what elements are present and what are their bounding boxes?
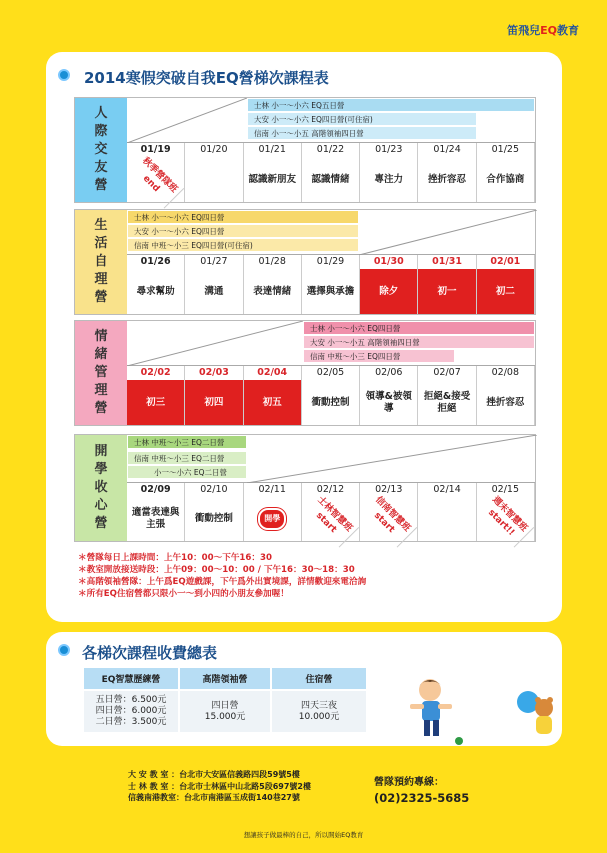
activity-cell: 認識情緒 <box>302 157 360 202</box>
date-cell: 02/12 <box>302 483 360 497</box>
fee-cell: 四日營 15.000元 <box>179 690 271 733</box>
camp-block-3 <box>74 320 536 426</box>
camp-block-2 <box>74 209 536 315</box>
date-cell: 01/19 <box>127 143 185 157</box>
date-cell: 01/26 <box>127 255 185 269</box>
schedule-title: 2014寒假突破自我EQ營梯次課程表 <box>84 69 329 87</box>
activity-cell: 領導&被領導 <box>360 380 418 425</box>
date-cell: 01/28 <box>244 255 302 269</box>
activity-cell: 挫折容忍 <box>477 380 535 425</box>
hotline <box>374 773 469 805</box>
activity-cell: 衝動控制 <box>185 497 243 541</box>
address-line: 大 安 教 室 ：台北市大安區信義路四段59號5樓 <box>128 770 300 779</box>
fee-header: EQ智慧歷練營 <box>83 667 179 690</box>
activity-cell <box>244 497 302 541</box>
note-line: ＊高階領袖營隊：上午爲EQ遊戲課，下午爲外出實境課，詳情歡迎來電洽詢 <box>78 577 367 587</box>
date-cell: 01/27 <box>185 255 243 269</box>
activity-row <box>127 269 535 314</box>
camp-name: 開 學 收 心 營 <box>75 435 127 541</box>
holiday-cell: 初五 <box>244 380 302 425</box>
camp-info-line: 大安 小一～小五 高階領袖四日營 <box>303 335 535 349</box>
fee-header: 高階領袖營 <box>179 667 271 690</box>
date-row <box>127 255 535 269</box>
date-cell: 02/10 <box>185 483 243 497</box>
camp-info-line: 士林 小一～小六 EQ五日營 <box>247 98 535 112</box>
activity-cell: 士林智慧班start <box>302 497 360 541</box>
holiday-cell: 初四 <box>185 380 243 425</box>
diagonal-line <box>359 210 537 255</box>
activity-cell: 秋季營隊班end <box>127 157 185 202</box>
fees-table <box>82 666 368 734</box>
date-row <box>127 483 535 497</box>
camp-info-line: 信南 中班～小三 EQ四日營 <box>303 349 455 363</box>
fees-panel <box>46 632 562 746</box>
fee-header: 住宿營 <box>271 667 367 690</box>
address-list <box>128 769 311 804</box>
camp-info-line: 大安 小一～小六 EQ四日營(可住宿) <box>247 112 477 126</box>
camp-info-line: 信南 小一～小五 高階領袖四日營 <box>247 126 477 140</box>
date-cell: 01/25 <box>477 143 535 157</box>
date-cell: 02/11 <box>244 483 302 497</box>
camp-info-line: 士林 小一～小六 EQ四日營 <box>127 210 359 224</box>
camp-info-line: 小一～小六 EQ二日營 <box>127 465 247 479</box>
camp-block-1 <box>74 97 536 203</box>
activity-cell <box>185 157 243 202</box>
date-cell: 02/01 <box>477 255 535 269</box>
camp-info-line: 士林 小一～小六 EQ四日營 <box>303 321 535 335</box>
activity-cell: 表達情緒 <box>244 269 302 314</box>
activity-row <box>127 494 535 541</box>
diagonal-line <box>127 98 247 143</box>
date-cell: 02/15 <box>477 483 535 497</box>
hotline-number: (02)2325-5685 <box>374 791 470 805</box>
camp-name: 生 活 自 理 營 <box>75 210 127 314</box>
date-cell: 02/09 <box>127 483 185 497</box>
activity-cell: 認識新朋友 <box>244 157 302 202</box>
brand-logo: 笛飛兒EQ教育 <box>507 24 579 37</box>
holiday-cell: 初一 <box>418 269 476 314</box>
camp-info-line: 信南 中班～小三 EQ四日營(可住宿) <box>127 238 359 252</box>
note-line: ＊營隊每日上課時間：上午10：00～下午16：30 <box>78 553 272 563</box>
date-cell: 02/05 <box>302 366 360 380</box>
date-cell: 01/30 <box>360 255 418 269</box>
date-cell: 02/14 <box>418 483 476 497</box>
fees-title: 各梯次課程收費總表 <box>82 644 218 662</box>
school-start-badge: 開學 <box>258 508 286 530</box>
activity-row <box>127 380 535 425</box>
activity-cell: 適當表達與主張 <box>127 497 185 541</box>
date-cell: 02/03 <box>185 366 243 380</box>
holiday-cell: 除夕 <box>360 269 418 314</box>
activity-row <box>127 157 535 202</box>
date-row <box>127 366 535 380</box>
fee-cell: 四天三夜 10.000元 <box>271 690 367 733</box>
date-cell: 02/08 <box>477 366 535 380</box>
date-cell: 02/06 <box>360 366 418 380</box>
note-line: ＊所有EQ住宿營都只限小一～到小四的小朋友參加喔！ <box>78 589 289 599</box>
fee-cell: 五日營：6.500元 四日營：6.000元 二日營：3.500元 <box>83 690 179 733</box>
schedule-panel <box>46 52 562 622</box>
camp-name: 人 際 交 友 營 <box>75 98 127 202</box>
note-line: ＊教室開放接送時段：上午09：00～10：00 / 下午16：30～18：30 <box>78 565 355 575</box>
date-cell: 02/13 <box>360 483 418 497</box>
date-cell: 01/22 <box>302 143 360 157</box>
date-cell: 01/24 <box>418 143 476 157</box>
activity-cell: 週末智慧班start!! <box>477 497 535 541</box>
activity-cell: 選擇與承擔 <box>302 269 360 314</box>
activity-cell: 專注力 <box>360 157 418 202</box>
date-row <box>127 143 535 157</box>
schedule-notes <box>78 552 366 600</box>
camp-name: 情 緒 管 理 營 <box>75 321 127 425</box>
activity-cell: 衝動控制 <box>302 380 360 425</box>
camp-info-line: 大安 小一～小六 EQ四日營 <box>127 224 359 238</box>
holiday-cell: 初三 <box>127 380 185 425</box>
camp-info-line: 信南 中班～小三 EQ二日營 <box>127 451 247 465</box>
activity-cell: 挫折容忍 <box>418 157 476 202</box>
date-cell: 01/31 <box>418 255 476 269</box>
bullet-icon <box>58 69 70 81</box>
date-cell: 01/29 <box>302 255 360 269</box>
activity-cell: 溝通 <box>185 269 243 314</box>
activity-cell <box>418 497 476 541</box>
date-cell: 01/23 <box>360 143 418 157</box>
date-cell: 02/04 <box>244 366 302 380</box>
slogan: 想讓孩子做最棒的自己，所以開始EQ教育 <box>243 831 364 839</box>
date-cell: 02/02 <box>127 366 185 380</box>
hotline-label: 營隊預約專線： <box>374 777 444 788</box>
diagonal-line <box>127 321 303 366</box>
camp-info-line: 士林 中班～小三 EQ二日營 <box>127 435 247 449</box>
activity-cell: 合作協商 <box>477 157 535 202</box>
bear-illustration <box>512 688 558 744</box>
diagonal-line <box>247 435 537 483</box>
activity-cell: 尋求幫助 <box>127 269 185 314</box>
activity-cell: 信南智慧班start <box>360 497 418 541</box>
date-cell: 01/20 <box>185 143 243 157</box>
ball-icon <box>454 736 464 746</box>
address-line: 士 林 教 室 ：台北市士林區中山北路5段697號2樓 <box>128 781 311 791</box>
holiday-cell: 初二 <box>477 269 535 314</box>
date-cell: 02/07 <box>418 366 476 380</box>
camp-block-4 <box>74 434 536 542</box>
bullet-icon <box>58 644 70 656</box>
address-line: 信義南港教室：台北市南港區玉成街140巷27號 <box>128 793 300 802</box>
kid-illustration <box>402 674 462 744</box>
activity-cell: 拒絕&接受拒絕 <box>418 380 476 425</box>
date-cell: 01/21 <box>244 143 302 157</box>
